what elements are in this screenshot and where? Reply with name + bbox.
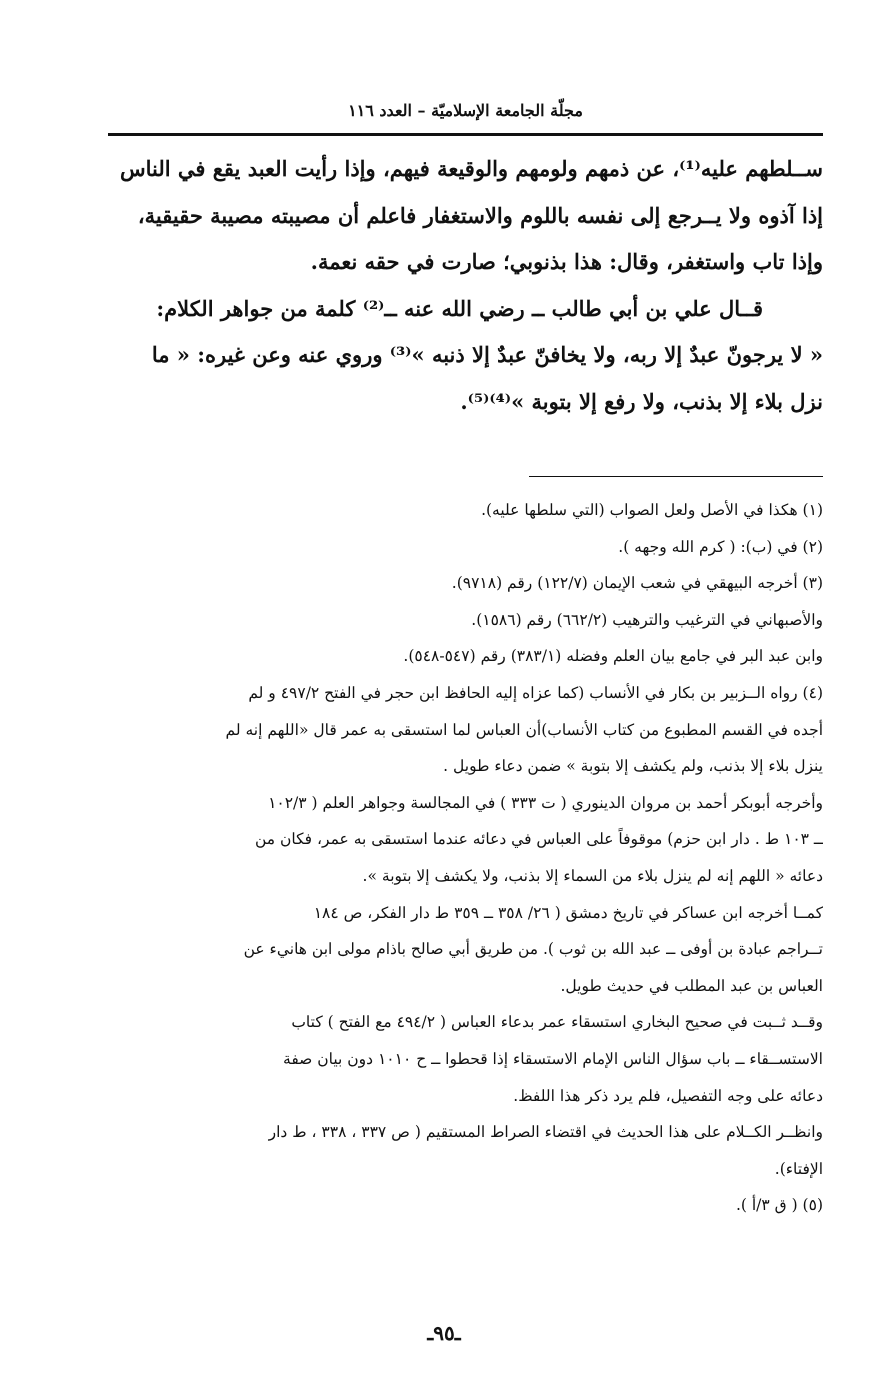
body-line: وإذا تاب واستغفر، وقال: هذا بذنوبي؛ صارت في حقه نعمة. (310, 249, 823, 274)
footnote-line: العباس بن عبد المطلب في حديث طويل. (560, 976, 823, 995)
footnote-line: وابن عبد البر في جامع بيان العلم وفضله (٣٨٣/١) رقم (٥٤٧-٥٤٨). (403, 647, 823, 666)
footnote-line: ينزل بلاء إلا بذنب، ولم يكشف إلا بتوبة » ضمن دعاء طويل . (443, 757, 823, 776)
footnote-line: (٢) في (ب): ( كرم الله وجهه ). (618, 537, 823, 556)
body-line: ســلطهم عليه⁽¹⁾، عن ذمهم ولومهم والوقيعة فيهم، وإذا رأيت العبد يقع في الناس (119, 156, 823, 181)
body-line: « لا يرجونّ عبدٌ إلا ربه، ولا يخافنّ عبدٌ إلا ذنبه »⁽³⁾ وروي عنه وعن غيره: « ما (151, 342, 823, 367)
footnotes (104, 492, 823, 1224)
body-line: نزل بلاء إلا بذنب، ولا رفع إلا بتوبة »⁽⁴⁾⁽⁵⁾. (460, 388, 823, 414)
footnote-line: كمــا أخرجه ابن عساكر في تاريخ دمشق ( ٢٦/ ٣٥٨ ــ ٣٥٩ ط دار الفكر، ص ١٨٤ (313, 903, 823, 922)
page-number: ـ٩٥ـ (427, 1321, 461, 1345)
footnote-line: الاستســقاء ــ باب سؤال الناس الإمام الاستسقاء إذا قحطوا ــ ح ١٠١٠ دون بيان صفة (283, 1049, 823, 1068)
footnote-separator (529, 476, 823, 477)
footnote-line: دعائه « اللهم إنه لم ينزل بلاء من السماء إلا بذنب، ولا يكشف إلا بتوبة ». (362, 866, 823, 885)
header-rule (108, 133, 823, 136)
footnote-line: وقــد ثــبت في صحيح البخاري استسقاء عمر بدعاء العباس ( ٤٩٤/٢ مع الفتح ) كتاب (291, 1013, 823, 1032)
footnote-line: والأصبهاني في الترغيب والترهيب (٦٦٢/٢) رقم (١٥٨٦). (471, 610, 823, 629)
footnote-line: (١) هكذا في الأصل ولعل الصواب (التي سلطها عليه). (481, 501, 823, 519)
body-line: قــال علي بن أبي طالب ــ رضي الله عنه ــ⁽²⁾ كلمة من جواهر الكلام: (156, 295, 763, 321)
footnote-line: الإفتاء). (774, 1159, 823, 1178)
main-body-text (104, 146, 823, 425)
footnote-line: دعائه على وجه التفصيل، فلم يرد ذكر هذا اللفظ. (513, 1086, 823, 1105)
running-header: مجلّة الجامعة الإسلاميّة – العدد ١١٦ (348, 101, 583, 120)
footnote-line: (٥) ( ق ٣/أ ). (735, 1196, 823, 1215)
footnote-line: أجده في القسم المطبوع من كتاب الأنساب)أن العباس لما استسقى به عمر قال «اللهم إنه لم (225, 720, 823, 739)
footnote-line: وانظــر الكــلام على هذا الحديث في اقتضاء الصراط المستقيم ( ص ٣٣٧ ، ٣٣٨ ، ط دار (268, 1123, 823, 1142)
footnote-line: وأخرجه أبوبكر أحمد بن مروان الدينوري ( ت ٣٣٣ ) في المجالسة وجواهر العلم ( ١٠٢/٣ (268, 793, 823, 812)
body-line: إذا آذوه ولا يــرجع إلى نفسه باللوم والاستغفار فاعلم أن مصيبته مصيبة حقيقية، (137, 202, 823, 228)
footnote-line: (٣) أخرجه البيهقي في شعب الإيمان (١٢٢/٧) رقم (٩٧١٨). (451, 574, 823, 593)
footnote-line: ــ ١٠٣ ط . دار ابن حزم) موقوفاً على العباس في دعائه عندما استسقى به عمر، فكان من (254, 830, 823, 849)
footnote-line: تــراجم عبادة بن أوفى ــ عبد الله بن ثوب ). من طريق أبي صالح باذام مولى ابن هانيء عن (243, 940, 823, 959)
footnote-line: (٤) رواه الــزبير بن بكار في الأنساب (كما عزاه إليه الحافظ ابن حجر في الفتح ٤٩٧/٢ و لم (248, 683, 823, 702)
